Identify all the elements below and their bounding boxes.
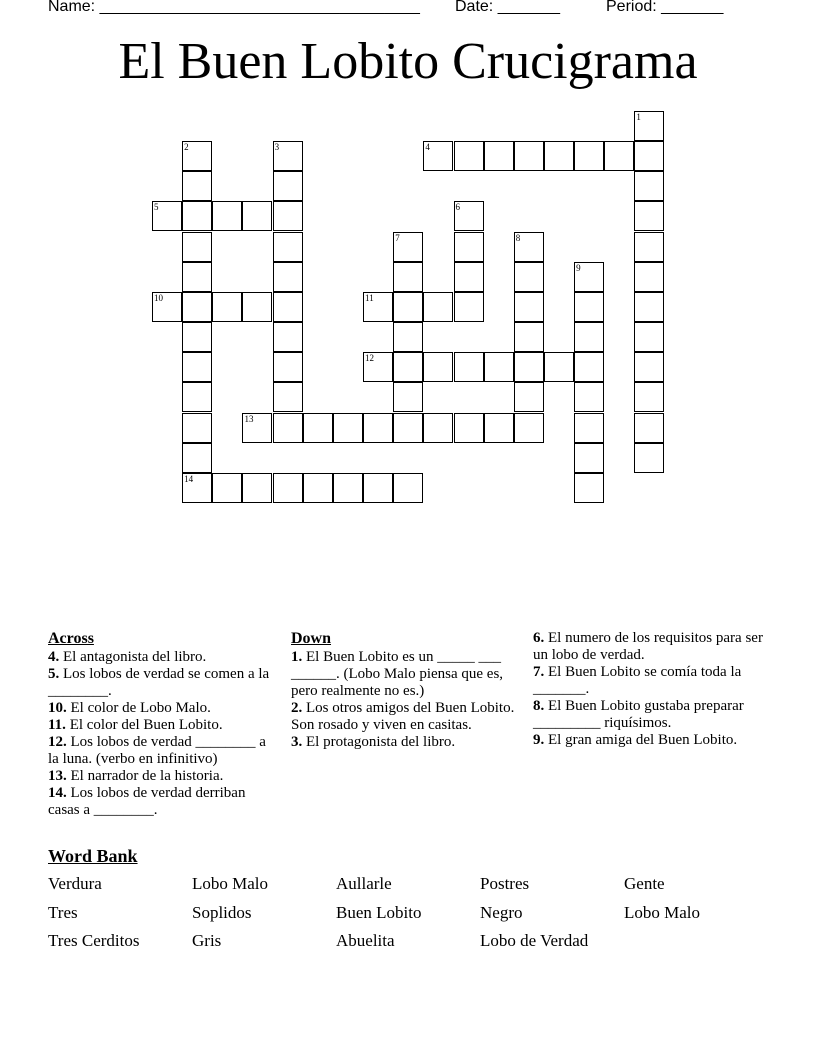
grid-cell[interactable] [454,352,484,382]
grid-cell[interactable] [634,232,664,262]
grid-cell[interactable] [514,382,544,412]
grid-cell[interactable] [634,352,664,382]
grid-cell[interactable] [423,413,453,443]
clue-number: 1 [636,112,641,122]
grid-cell[interactable] [634,141,664,171]
clue-item [533,732,763,749]
clue-text: El numero de los requisitos para ser un lobo de verdad. [533,630,763,663]
clue-item [533,630,763,664]
grid-cell[interactable] [333,473,363,503]
across-clues [48,630,278,819]
date-field[interactable]: Date: _______ [455,0,560,15]
clue-item [48,768,278,785]
word-bank-item: Buen Lobito [336,903,422,922]
clue-text: El Buen Lobito es un _____ ___ ______. (Lobo Malo piensa que es, pero realmente no es.) [291,649,504,699]
grid-cell[interactable] [363,413,393,443]
grid-cell[interactable] [182,382,212,412]
grid-cell[interactable] [634,171,664,201]
grid-cell[interactable] [574,141,604,171]
grid-cell[interactable] [514,141,544,171]
clue-text: El Buen Lobito se comía toda la _______. [533,664,742,697]
clue-num: 8. [533,698,545,714]
grid-cell[interactable] [514,232,544,262]
clue-text: Los lobos de verdad ________ a la luna. (verbo en infinitivo) [48,734,266,767]
grid-cell[interactable] [242,413,272,443]
word-bank-item: Aullarle [336,874,392,893]
grid-cell[interactable] [393,262,423,292]
word-bank-item: Verdura [48,874,102,893]
word-bank-item: Lobo de Verdad [480,931,589,950]
grid-cell[interactable] [514,262,544,292]
clue-number: 6 [455,202,460,213]
grid-cell[interactable] [514,292,544,322]
grid-cell[interactable] [574,262,604,292]
word-bank-item: Gris [192,931,222,950]
grid-cell[interactable] [454,141,484,171]
clue-num: 2. [291,700,303,716]
word-bank-item: Lobo Malo [192,874,269,893]
word-bank-item: Abuelita [336,931,395,950]
clue-number: 9 [576,262,581,273]
clue-text: El Buen Lobito gustaba preparar _________ riquísimos. [533,698,744,731]
across-heading: Across [48,630,94,647]
clue-num: 4. [48,649,60,665]
grid-cell[interactable] [182,292,212,322]
grid-cell[interactable] [634,201,664,231]
grid-cell[interactable] [544,352,574,382]
grid-cell[interactable] [182,141,212,171]
word-bank-item: Postres [480,874,530,893]
clue-num: 6. [533,630,545,646]
clue-number: 14 [184,473,194,484]
grid-cell[interactable] [423,352,453,382]
word-bank-item: Tres Cerditos [48,931,140,950]
grid-cell[interactable] [454,262,484,292]
grid-cell[interactable] [514,413,544,443]
grid-cell[interactable] [393,292,423,322]
grid-cell[interactable] [393,352,423,382]
grid-cell[interactable] [182,171,212,201]
grid-cell[interactable] [634,443,664,473]
clue-num: 10. [48,700,67,716]
grid-cell[interactable] [574,443,604,473]
clue-number: 11 [365,292,374,303]
grid-cell[interactable] [544,141,574,171]
grid-cell[interactable] [514,322,544,352]
grid-cell[interactable] [363,473,393,503]
grid-cell[interactable] [212,473,242,503]
clue-number: 10 [154,292,163,303]
clue-num: 3. [291,734,303,750]
clue-num: 13. [48,768,67,784]
grid-cell[interactable] [242,473,272,503]
grid-cell[interactable] [454,201,484,231]
clue-number: 4 [425,142,430,153]
grid-cell[interactable] [152,201,182,231]
clue-num: 11. [48,717,66,733]
word-bank-item: Soplidos [192,903,252,922]
clue-text: El protagonista del libro. [302,734,456,750]
grid-cell[interactable] [423,141,453,171]
clue-num: 1. [291,649,303,665]
grid-cell[interactable] [634,382,664,412]
clue-text: El narrador de la historia. [66,768,224,784]
down-clues-continued [533,630,763,749]
grid-cell[interactable] [273,262,303,292]
clue-number: 8 [515,232,521,243]
clue-text: El antagonista del libro. [59,649,207,665]
grid-cell[interactable] [574,473,604,503]
clue-num: 7. [533,664,545,680]
grid-cell[interactable] [363,292,393,322]
grid-cell[interactable] [393,232,423,262]
grid-cell[interactable] [182,262,212,292]
clue-item [48,717,278,734]
grid-cell[interactable] [454,292,484,322]
grid-cell[interactable] [484,413,514,443]
grid-cell[interactable] [182,352,212,382]
grid-cell[interactable] [182,201,212,231]
grid-cell[interactable] [574,382,604,412]
word-bank-title: Word Bank [48,846,138,866]
grid-cell[interactable] [393,473,423,503]
grid-cell[interactable] [634,413,664,443]
grid-cell[interactable] [574,322,604,352]
grid-cell[interactable] [634,322,664,352]
grid-cell[interactable] [454,413,484,443]
clue-text: Los lobos de verdad derriban casas a ________. [48,785,246,818]
clue-item [48,700,278,717]
grid-cell[interactable] [514,352,544,382]
down-clues [291,630,519,751]
grid-cell[interactable] [333,413,363,443]
clue-item [48,666,278,700]
clue-item [533,698,763,732]
clue-number: 7 [395,232,400,243]
grid-cell[interactable] [634,111,664,141]
clue-item [291,734,519,751]
grid-cell[interactable] [484,352,514,382]
grid-cell[interactable] [604,141,634,171]
clue-item [48,649,278,666]
clue-num: 5. [48,666,60,682]
page-title: El Buen Lobito Crucigrama [118,33,698,90]
clue-number: 13 [244,413,254,424]
grid-cell[interactable] [212,292,242,322]
clue-item [291,649,519,700]
grid-cell[interactable] [574,352,604,382]
clue-item [291,700,519,734]
word-bank-item: Tres [48,903,78,922]
word-bank-item: Negro [480,903,523,922]
grid-cell[interactable] [273,413,303,443]
grid-cell[interactable] [634,262,664,292]
clue-text: El color de Lobo Malo. [66,700,211,716]
word-bank-item: Gente [624,874,665,893]
grid-cell[interactable] [273,352,303,382]
word-bank-item: Lobo Malo [624,903,701,922]
grid-cell[interactable] [423,292,453,322]
grid-cell[interactable] [273,382,303,412]
grid-cell[interactable] [574,413,604,443]
grid-cell[interactable] [273,473,303,503]
grid-cell[interactable] [273,171,303,201]
clue-num: 14. [48,785,67,801]
clue-text: El gran amiga del Buen Lobito. [544,732,738,748]
down-heading: Down [291,630,332,647]
grid-cell[interactable] [273,141,303,171]
grid-cell[interactable] [393,382,423,412]
grid-cell[interactable] [634,292,664,322]
grid-cell[interactable] [393,322,423,352]
grid-cell[interactable] [393,413,423,443]
grid-cell[interactable] [303,473,333,503]
grid-cell[interactable] [152,292,182,322]
grid-cell[interactable] [182,473,212,503]
clue-number: 5 [154,202,159,213]
grid-cell[interactable] [182,413,212,443]
clue-number: 2 [184,142,189,153]
clue-item [48,785,278,819]
name-field[interactable]: Name: ____________________________________ [48,0,420,15]
grid-cell[interactable] [363,352,393,382]
clue-num: 12. [48,734,67,750]
grid-cell[interactable] [273,201,303,231]
clue-item [48,734,278,768]
grid-cell[interactable] [242,201,272,231]
clue-text: Los otros amigos del Buen Lobito. Son rosado y viven en casitas. [291,700,515,733]
grid-cell[interactable] [242,292,272,322]
grid-cell[interactable] [273,232,303,262]
grid-cell[interactable] [273,322,303,352]
grid-cell[interactable] [182,232,212,262]
clue-number: 12 [365,353,375,364]
grid-cell[interactable] [303,413,333,443]
crossword-grid [0,0,816,520]
grid-cell[interactable] [273,292,303,322]
clue-item [533,664,763,698]
grid-cell[interactable] [182,443,212,473]
grid-cell[interactable] [182,322,212,352]
grid-cell[interactable] [212,201,242,231]
grid-cell[interactable] [574,292,604,322]
period-field[interactable]: Period: _______ [606,0,724,15]
clue-number: 3 [274,142,280,153]
grid-cell[interactable] [454,232,484,262]
clue-num: 9. [533,732,545,748]
clue-text: El color del Buen Lobito. [65,717,223,733]
grid-cell[interactable] [484,141,514,171]
clue-text: Los lobos de verdad se comen a la ________. [48,666,270,699]
